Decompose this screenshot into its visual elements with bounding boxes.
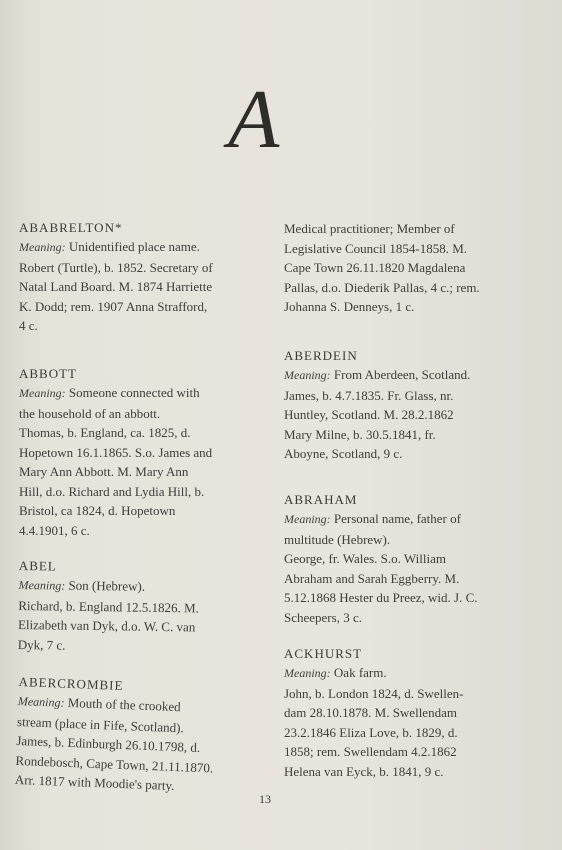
entry-name: ACKHURST [284,646,363,661]
entry-name: ABRAHAM [284,492,358,507]
entry-line: Hill, d.o. Richard and Lydia Hill, b. [19,483,205,499]
entry-aberdein [284,346,470,464]
entry-name: ABBOTT [19,366,77,381]
entry-line: Mary Milne, b. 30.5.1841, fr. [284,426,436,442]
meaning-label: Meaning: [19,386,66,400]
entry-name: ABABRELTON* [19,220,123,235]
meaning-label: Meaning: [284,512,331,526]
entry-line: Medical practitioner; Member of [284,221,455,236]
entry-line: Natal Land Board. M. 1874 Harriette [19,279,213,294]
meaning-text: From Aberdeen, Scotland. [333,367,471,382]
entry-line: Hopetown 16.1.1865. S.o. James and [19,444,213,460]
entry-line: Richard, b. England 12.5.1826. M. [18,597,199,616]
entry-line: Johanna S. Denneys, 1 c. [284,299,415,314]
entry-abraham [284,490,478,627]
entry-line: Arr. 1817 with Moodie's party. [14,771,175,794]
meaning-text: Mouth of the crooked [67,694,181,715]
entry-line: dam 28.10.1878. M. Swellendam [284,705,457,720]
entry-line: K. Dodd; rem. 1907 Anna Strafford, [19,298,208,314]
meaning-text: Unidentified place name. [68,239,200,254]
entry-meaning [284,365,470,386]
entry-name: ABEL [18,557,57,574]
entry-line: Mary Ann Abbott. M. Mary Ann [19,464,189,479]
entry-line: Robert (Turtle), b. 1852. Secretary of [19,259,213,275]
entry-line: 1858; rem. Swellendam 4.2.1862 [284,744,457,759]
entry-line: 4 c. [19,318,38,333]
entry-name: ABERDEIN [284,348,358,363]
entry-line: Bristol, ca 1824, d. Hopetown [19,503,176,518]
entry-abbott [19,364,212,540]
entry-line: James, b. 4.7.1835. Fr. Glass, nr. [284,387,454,403]
entry-line: Rondebosch, Cape Town, 21.11.1870. [15,752,214,776]
page-number: 13 [259,792,271,806]
entry-line: George, fr. Wales. S.o. William [284,551,446,566]
entry-line: Thomas, b. England, ca. 1825, d. [19,425,191,440]
entry-line: Dyk, 7 c. [17,636,66,653]
entry-meaning [284,509,478,530]
entry-abel [18,556,200,657]
entry-line: Helena van Eyck, b. 1841, 9 c. [284,763,444,779]
entry-line: Pallas, d.o. Diederik Pallas, 4 c.; rem. [284,279,480,295]
entry-line: John, b. London 1824, d. Swellen- [284,685,464,701]
entry-line: 4.4.1901, 6 c. [19,522,90,538]
entry-line: 5.12.1868 Hester du Preez, wid. J. C. [284,590,478,605]
meaning-label: Meaning: [284,666,331,680]
entry-line: Aboyne, Scotland, 9 c. [284,446,403,461]
entry-line: Huntley, Scotland. M. 28.2.1862 [284,407,454,422]
meaning-label: Meaning: [19,240,66,254]
meaning-text: Someone connected with [68,385,200,400]
section-letter: A [228,73,280,166]
entry-meaning [18,575,199,598]
meaning-text: Personal name, father of [333,511,461,526]
entry-line: James, b. Edinburgh 26.10.1798, d. [16,732,201,756]
entry-meaning [19,237,213,258]
entry-line: Legislative Council 1854-1858. M. [284,240,468,256]
entry-line: Cape Town 26.11.1820 Magdalena [284,260,466,275]
meaning-label: Meaning: [18,577,66,593]
entry-abercrombie [14,672,216,797]
entry-line: 23.2.1846 Eliza Love, b. 1829, d. [284,724,458,740]
entry-meaning [19,383,212,404]
entry-name: ABERCROMBIE [18,673,124,694]
meaning-text: Oak farm. [333,665,387,680]
meaning-text: Son (Hebrew). [68,577,146,594]
entry-line: multitude (Hebrew). [284,531,391,547]
entry-line: Scheepers, 3 c. [284,609,362,625]
entry-line: Abraham and Sarah Eggberry. M. [284,570,460,586]
entry-line: stream (place in Fife, Scotland). [16,713,185,735]
entry-ababrelton [19,218,213,336]
entry-line: the household of an abbott. [19,405,161,421]
meaning-label: Meaning: [284,368,331,382]
entry-line: Elizabeth van Dyk, d.o. W. C. van [17,616,196,635]
meaning-label: Meaning: [17,693,65,710]
entry-meaning [284,663,463,684]
entry-abercrombie-continued [284,219,480,317]
entry-ackhurst [284,644,463,781]
